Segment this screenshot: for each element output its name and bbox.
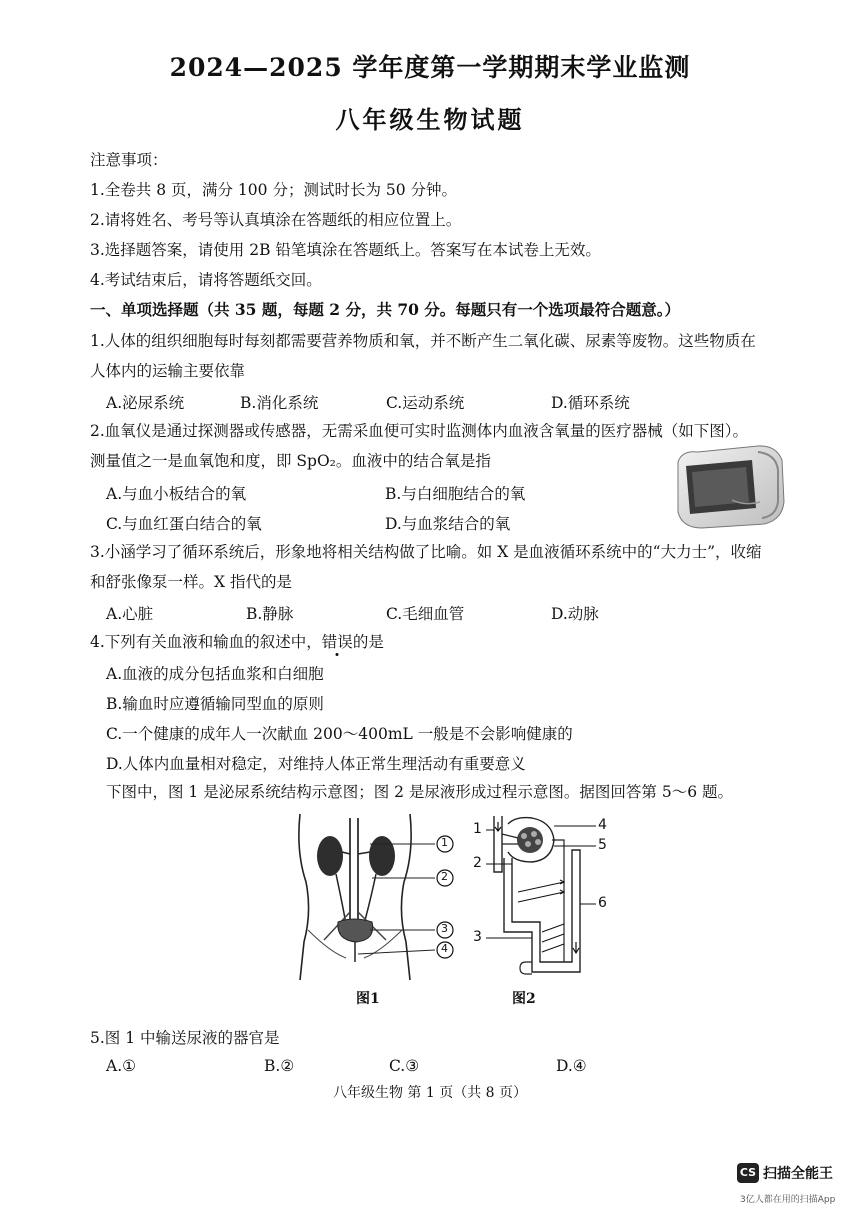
fig2-label-4: 4	[598, 817, 607, 833]
question-1-stem-cont: 人体内的运输主要依靠	[90, 362, 246, 380]
question-4-stem	[90, 632, 384, 652]
exam-title: 2024—2025 学年度第一学期期末学业监测	[169, 53, 691, 82]
q4-option-c: C.一个健康的成年人一次献血 200～400mL 一般是不会影响健康的	[106, 725, 573, 743]
fig2-label-2: 2	[473, 855, 482, 871]
q4-option-d: D.人体内血量相对稳定，对维持人体正常生理活动有重要意义	[106, 755, 526, 773]
q5-option-a: A.①	[106, 1057, 137, 1075]
q5-option-d: D.④	[556, 1057, 587, 1075]
q4-stem-prefix: 4.下列有关血液和输血的叙述中，	[90, 633, 322, 651]
camscanner-tagline: 3亿人都在用的扫描App	[740, 1195, 836, 1205]
q3-option-c: C.毛细血管	[386, 605, 465, 623]
figure-intro: 下图中，图 1 是泌尿系统结构示意图；图 2 是尿液形成过程示意图。据图回答第 5～6 题。	[106, 783, 734, 801]
q1-option-d: D.循环系统	[551, 394, 630, 412]
fig1-num-2: 2	[441, 870, 448, 883]
q1-option-b: B.消化系统	[240, 394, 319, 412]
question-3-stem-cont: 和舒张像泵一样。X 指代的是	[90, 573, 292, 591]
q3-option-b: B.静脉	[246, 605, 294, 623]
notice-item: 1.全卷共 8 页，满分 100 分；测试时长为 50 分钟。	[90, 181, 458, 199]
fig2-label-1: 1	[473, 821, 482, 837]
oximeter-image	[672, 442, 790, 530]
notice-heading: 注意事项：	[90, 151, 168, 169]
question-1-stem: 1.人体的组织细胞每时每刻都需要营养物质和氧，并不断产生二氧化碳、尿素等废物。这些物质在	[90, 332, 756, 350]
camscanner-name: 扫描全能王	[763, 1166, 833, 1182]
q2-option-b: B.与白细胞结合的氧	[385, 485, 526, 503]
figure-2-nephron	[468, 812, 618, 982]
fig2-caption: 图2	[512, 991, 536, 1007]
fig1-num-4: 4	[441, 942, 448, 955]
fig2-label-3: 3	[473, 929, 482, 945]
question-3-stem: 3.小涵学习了循环系统后，形象地将相关结构做了比喻。如 X 是血液循环系统中的“大力士”，收缩	[90, 543, 762, 561]
q4-stem-suffix: 的是	[352, 633, 384, 651]
camscanner-logo: CS	[737, 1163, 759, 1183]
q2-option-a: A.与血小板结合的氧	[106, 485, 247, 503]
fig2-label-5: 5	[598, 837, 607, 853]
q2-option-c: C.与血红蛋白结合的氧	[106, 515, 262, 533]
question-2-stem-cont: 测量值之一是血氧饱和度，即 SpO₂。血液中的结合氧是指	[90, 452, 491, 470]
notice-item: 4.考试结束后，请将答题纸交回。	[90, 271, 322, 289]
q4-stem-emphasis: 错误	[321, 633, 353, 651]
page-footer: 八年级生物 第 1 页（共 8 页）	[332, 1085, 528, 1101]
fig2-label-6: 6	[598, 895, 607, 911]
q3-option-a: A.心脏	[106, 605, 154, 623]
fig1-num-1: 1	[441, 836, 448, 849]
notice-item: 2.请将姓名、考号等认真填涂在答题纸的相应位置上。	[90, 211, 462, 229]
q4-option-a: A.血液的成分包括血浆和白细胞	[106, 665, 324, 683]
exam-subtitle: 八年级生物试题	[335, 105, 525, 134]
q5-option-b: B.②	[264, 1057, 295, 1075]
q1-option-c: C.运动系统	[386, 394, 465, 412]
q2-option-d: D.与血浆结合的氧	[385, 515, 511, 533]
q4-option-b: B.输血时应遵循输同型血的原则	[106, 695, 324, 713]
question-5-stem: 5.图 1 中输送尿液的器官是	[90, 1029, 280, 1047]
question-2-stem: 2.血氧仪是通过探测器或传感器，无需采血便可实时监测体内血液含氧量的医疗器械（如下图）。	[90, 422, 749, 440]
fig1-caption: 图1	[356, 991, 380, 1007]
notice-item: 3.选择题答案，请使用 2B 铅笔填涂在答题纸上。答案写在本试卷上无效。	[90, 241, 601, 259]
q5-option-c: C.③	[389, 1057, 420, 1075]
q1-option-a: A.泌尿系统	[106, 394, 185, 412]
q3-option-d: D.动脉	[551, 605, 599, 623]
fig1-num-3: 3	[441, 922, 448, 935]
section-heading: 一、单项选择题（共 35 题，每题 2 分，共 70 分。每题只有一个选项最符合题意。）	[90, 300, 681, 319]
